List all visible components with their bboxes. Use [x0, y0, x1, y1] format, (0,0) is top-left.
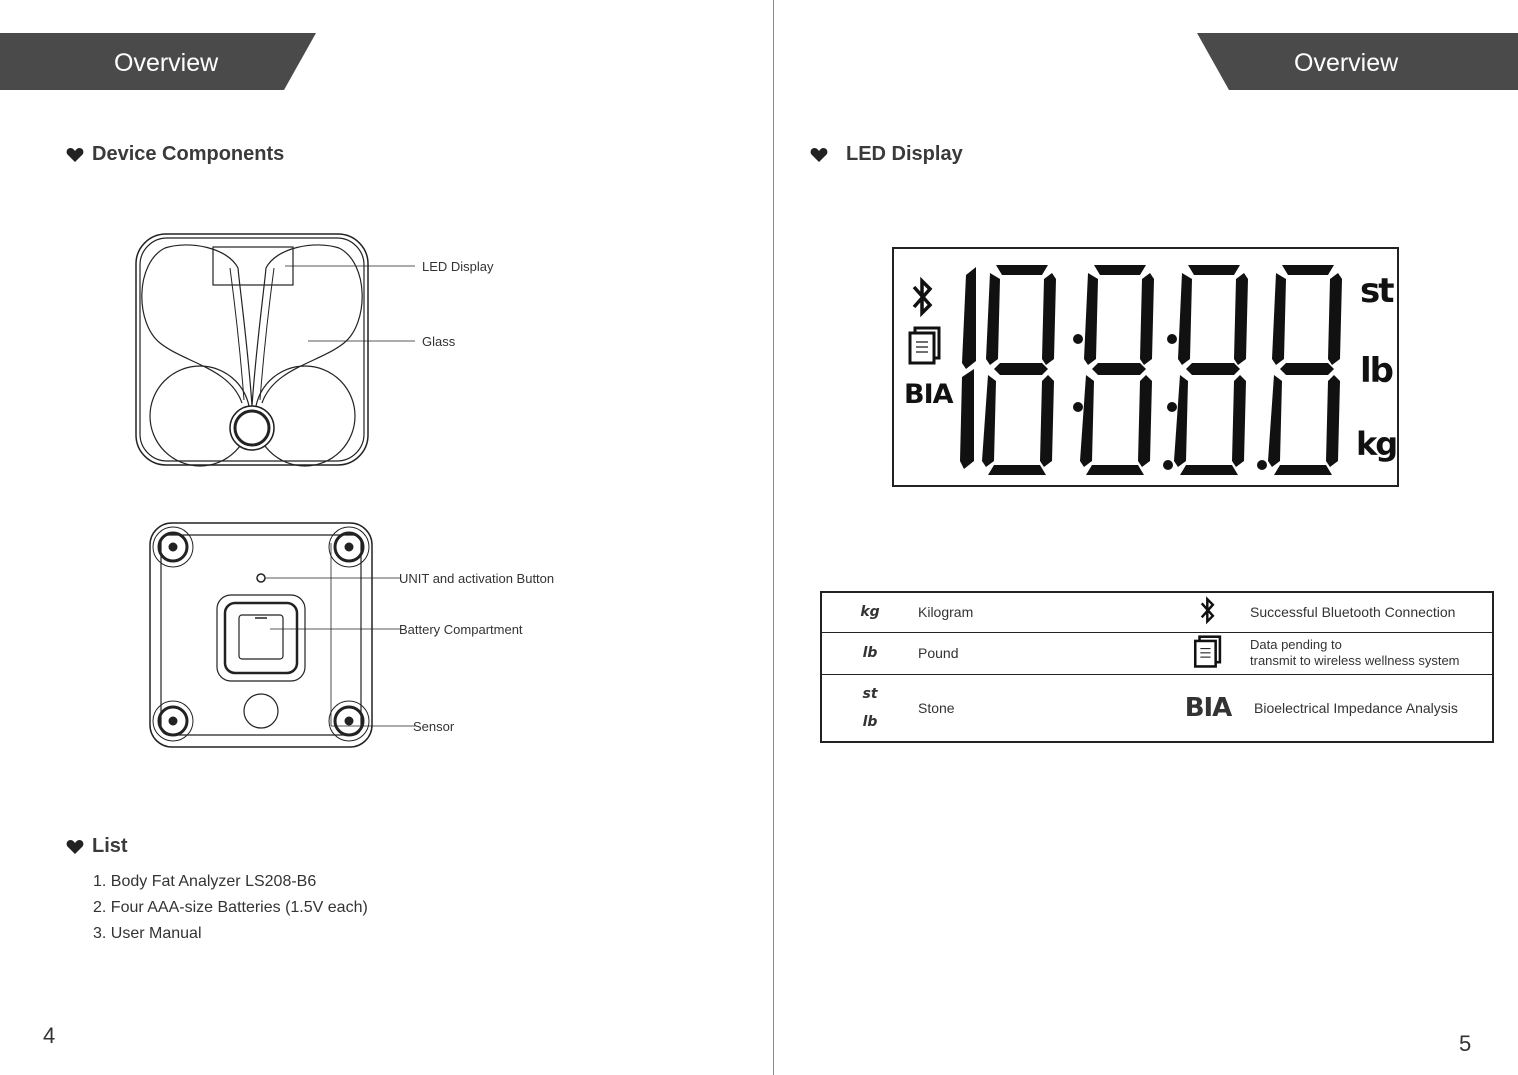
label-pound: Pound: [918, 632, 1168, 674]
symbol-lb: lb: [821, 632, 918, 674]
bluetooth-icon: [1196, 595, 1220, 627]
callout-unit-button: UNIT and activation Button: [399, 571, 555, 586]
desc-bluetooth: Successful Bluetooth Connection: [1250, 604, 1456, 621]
symbol-kg: kg: [860, 604, 880, 621]
device-components-title: Device Components: [92, 143, 285, 165]
list-heading: [66, 835, 128, 858]
desc-data-pending-line1: Data pending to: [1250, 637, 1342, 652]
bia-indicator: BIA: [904, 379, 953, 410]
seven-segment-digits: [954, 265, 1354, 475]
table-row: [821, 632, 1493, 674]
heart-icon: [810, 147, 828, 163]
symbol-st-lb: [821, 674, 918, 742]
callout-glass: Glass: [422, 334, 456, 349]
page-number-left: 4: [43, 1023, 56, 1048]
device-components-heading: [66, 143, 284, 166]
page-number-right: 5: [1459, 1031, 1472, 1056]
desc-bia: Bioelectrical Impedance Analysis: [1248, 674, 1493, 742]
list-title: List: [92, 835, 128, 857]
bluetooth-icon: [908, 275, 938, 321]
lcd-display: [892, 247, 1399, 487]
table-row: [821, 592, 1493, 632]
scale-top-view: [130, 228, 430, 473]
data-pending-icon: [1193, 635, 1223, 669]
scale-bottom-view: [145, 518, 420, 753]
legend-icon-cell: [1168, 592, 1248, 632]
led-display-heading: [810, 143, 963, 166]
desc-data-pending: [1248, 632, 1493, 674]
page-divider: [773, 0, 774, 1075]
list-item: 3. User Manual: [93, 925, 202, 942]
unit-button-dot: [257, 574, 265, 582]
left-banner-title: Overview: [114, 49, 219, 77]
legend-icon-cell: [1168, 632, 1248, 674]
bia-icon: BIA: [1168, 674, 1248, 742]
led-display-window: [213, 247, 293, 285]
lcd-unit-kg: kg: [1356, 425, 1397, 463]
list-item: 2. Four AAA-size Batteries (1.5V each): [93, 899, 368, 916]
callout-battery: Battery Compartment: [399, 622, 523, 637]
heart-icon: [66, 147, 84, 163]
callout-led-display: LED Display: [422, 259, 494, 274]
lcd-unit-st: st: [1360, 271, 1393, 311]
right-banner-title: Overview: [1294, 49, 1399, 77]
led-display-title: LED Display: [846, 143, 963, 165]
heart-icon: [66, 839, 84, 855]
lcd-legend-table: [820, 591, 1494, 743]
lcd-unit-lb: lb: [1360, 351, 1392, 391]
callout-sensor: Sensor: [413, 719, 455, 734]
label-kilogram: Kilogram: [918, 604, 974, 621]
label-stone: Stone: [918, 674, 1168, 742]
symbol-lb-2: lb: [862, 713, 878, 730]
list-item: 1. Body Fat Analyzer LS208-B6: [93, 873, 317, 890]
data-pending-icon: [908, 326, 942, 366]
table-row: [821, 674, 1493, 742]
desc-data-pending-line2: transmit to wireless wellness system: [1250, 653, 1460, 668]
symbol-st: st: [862, 685, 878, 702]
